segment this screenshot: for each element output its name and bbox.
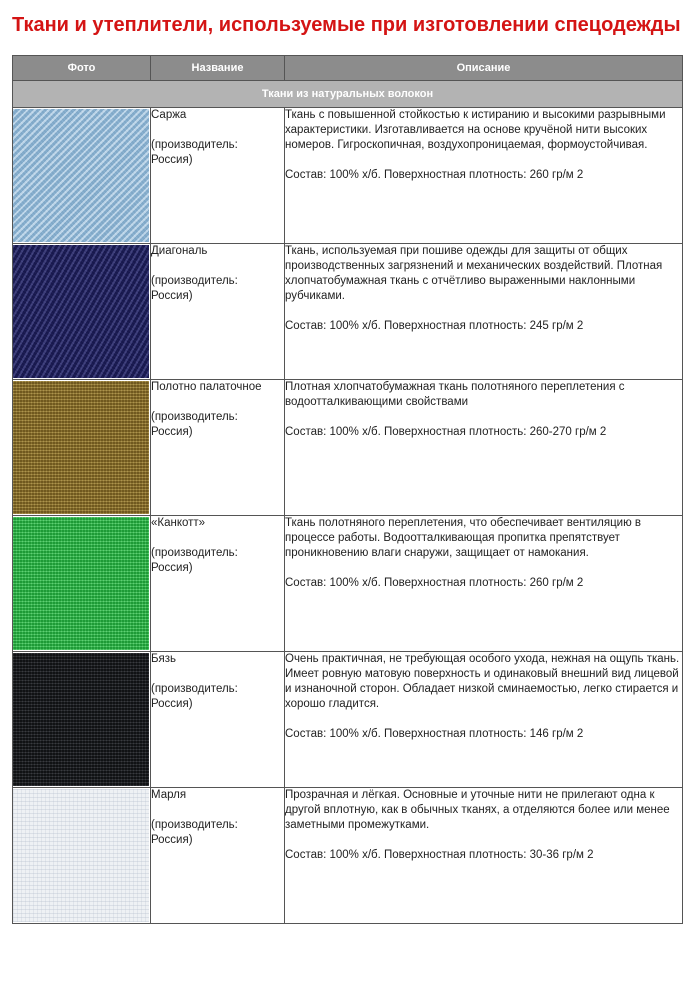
description-cell (285, 652, 683, 788)
fabric-photo-diagonal (13, 245, 149, 378)
fabric-composition: Состав: 100% х/б. Поверхностная плотность: 146 гр/м 2 (285, 728, 584, 740)
name-cell (151, 108, 285, 244)
fabric-description: Ткань полотняного переплетения, что обеспечивает вентиляцию в процессе работы. Водоотталкивающая пропитка препятствует проникновению влаги снаружи, защищает от намокания. (285, 517, 642, 559)
fabric-photo-marlya (13, 789, 149, 922)
name-cell (151, 788, 285, 924)
fabric-photo-kankott (13, 517, 149, 650)
fabric-name: Саржа (151, 109, 187, 121)
fabric-description: Плотная хлопчатобумажная ткань полотняного переплетения с водоотталкивающими свойствами (285, 381, 625, 408)
fabric-composition: Состав: 100% х/б. Поверхностная плотность: 260 гр/м 2 (285, 169, 584, 181)
description-cell (285, 108, 683, 244)
fabric-description: Прозрачная и лёгкая. Основные и уточные нити не прилегают одна к другой вплотную, как в обычных тканях, а отделяются более или менее заметными промежутками. (285, 789, 670, 831)
section-title: Ткани из натуральных волокон (13, 81, 683, 108)
fabric-name: Полотно палаточное (151, 381, 262, 393)
column-header-name: Название (151, 56, 285, 81)
name-cell (151, 380, 285, 516)
fabric-composition: Состав: 100% х/б. Поверхностная плотность: 30-36 гр/м 2 (285, 849, 594, 861)
table-header-row (13, 56, 683, 81)
fabric-producer: (производитель: Россия) (151, 411, 238, 438)
photo-cell (13, 652, 151, 788)
photo-cell (13, 108, 151, 244)
table-row (13, 380, 683, 516)
fabric-producer: (производитель: Россия) (151, 819, 238, 846)
fabric-name: Марля (151, 789, 187, 801)
description-cell (285, 244, 683, 380)
column-header-photo: Фото (13, 56, 151, 81)
name-cell (151, 244, 285, 380)
description-cell (285, 788, 683, 924)
table-row (13, 516, 683, 652)
name-cell (151, 516, 285, 652)
photo-cell (13, 244, 151, 380)
fabric-producer: (производитель: Россия) (151, 139, 238, 166)
table-row (13, 244, 683, 380)
fabric-producer: (производитель: Россия) (151, 275, 238, 302)
photo-cell (13, 516, 151, 652)
fabric-description: Очень практичная, не требующая особого ухода, нежная на ощупь ткань. Имеет ровную матовую поверхность и одинаковый внешний вид лицевой и изнаночной сторон. Обладает низкой сминаемостью, легко стирается и хорошо гладится. (285, 653, 680, 710)
table-row (13, 788, 683, 924)
fabric-composition: Состав: 100% х/б. Поверхностная плотность: 260-270 гр/м 2 (285, 426, 607, 438)
page-title: Ткани и утеплители, используемые при изготовлении спецодежды (12, 14, 681, 36)
fabric-name: Бязь (151, 653, 177, 665)
fabric-composition: Состав: 100% х/б. Поверхностная плотность: 245 гр/м 2 (285, 320, 584, 332)
fabrics-table (12, 55, 683, 924)
fabric-photo-polotno (13, 381, 149, 514)
section-row (13, 81, 683, 108)
name-cell (151, 652, 285, 788)
table-row (13, 108, 683, 244)
fabric-name: Диагональ (151, 245, 208, 257)
column-header-description: Описание (285, 56, 683, 81)
photo-cell (13, 788, 151, 924)
description-cell (285, 380, 683, 516)
fabric-composition: Состав: 100% х/б. Поверхностная плотность: 260 гр/м 2 (285, 577, 584, 589)
description-cell (285, 516, 683, 652)
fabric-producer: (производитель: Россия) (151, 683, 238, 710)
fabric-photo-byaz (13, 653, 149, 786)
fabric-producer: (производитель: Россия) (151, 547, 238, 574)
fabric-photo-sarzha (13, 109, 149, 242)
photo-cell (13, 380, 151, 516)
fabric-description: Ткань, используемая при пошиве одежды для защиты от общих производственных загрязнений и механических воздействий. Плотная хлопчатобумажная ткань с отчётливо выраженными наклонными рубчиками. (285, 245, 663, 302)
fabric-description: Ткань с повышенной стойкостью к истиранию и высокими разрывными характеристики. Изготавливается на основе кручёной нити высоких номеров. Гигроскопичная, воздухопроницаемая, формоустойчивая. (285, 109, 666, 151)
fabric-name: «Канкотт» (151, 517, 206, 529)
table-row (13, 652, 683, 788)
